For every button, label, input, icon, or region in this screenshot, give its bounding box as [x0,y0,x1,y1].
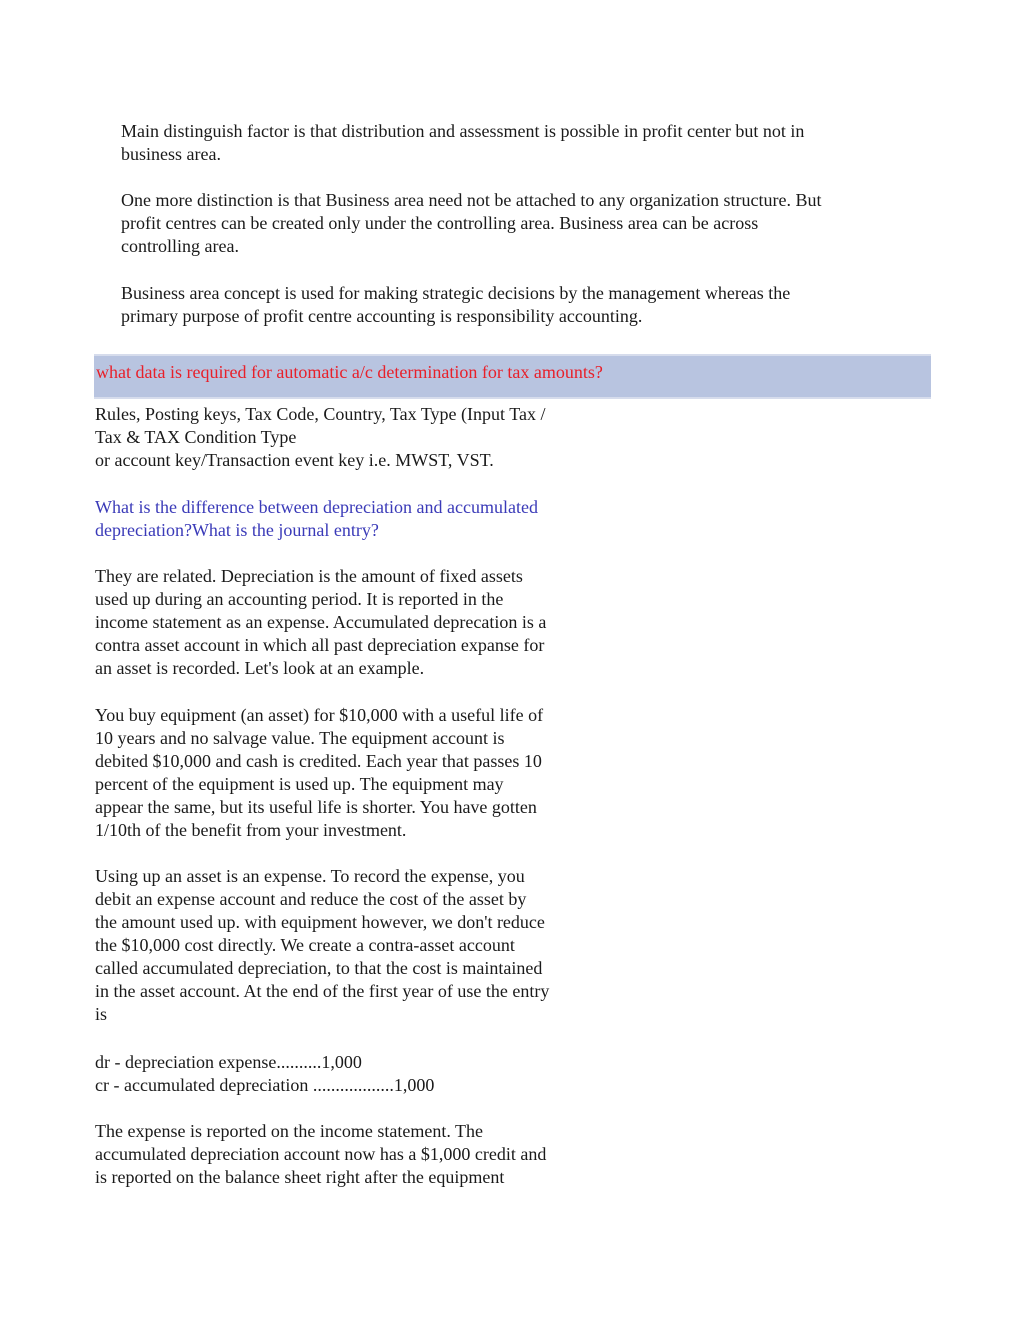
text-line: income statement as an expense. Accumulated deprecation is a [95,612,547,632]
intro-paragraph-2 [121,189,911,258]
text-line: depreciation?What is the journal entry? [95,520,379,540]
text-line: or account key/Transaction event key i.e. MWST, VST. [95,450,494,470]
text-line: controlling area. [121,236,239,256]
text-line: 10 years and no salvage value. The equipment account is [95,728,505,748]
text-line: profit centres can be created only under the controlling area. Business area can be across [121,213,759,233]
journal-entry [95,1051,610,1097]
text-line: debited $10,000 and cash is credited. Each year that passes 10 [95,751,542,771]
answer-2-paragraph-4 [95,1120,610,1189]
text-line: You buy equipment (an asset) for $10,000 with a useful life of [95,705,544,725]
text-line: the amount used up. with equipment however, we don't reduce [95,912,545,932]
text-line: used up during an accounting period. It is reported in the [95,589,504,609]
text-line: in the asset account. At the end of the first year of use the entry [95,981,550,1001]
text-line: They are related. Depreciation is the amount of fixed assets [95,566,523,586]
text-line: One more distinction is that Business area need not be attached to any organization structure. But [121,190,822,210]
text-line: business area. [121,144,221,164]
text-line: What is the difference between depreciation and accumulated [95,497,538,517]
answer-2-paragraph-2 [95,704,610,842]
journal-credit-line: cr - accumulated depreciation ..................1,000 [95,1075,435,1095]
journal-debit-line: dr - depreciation expense..........1,000 [95,1052,362,1072]
question-1-heading: what data is required for automatic a/c determination for tax amounts? [96,362,603,382]
text-line: 1/10th of the benefit from your investment. [95,820,407,840]
text-line: Tax & TAX Condition Type [95,427,297,447]
text-line: is reported on the balance sheet right after the equipment [95,1167,505,1187]
text-line: Business area concept is used for making strategic decisions by the management whereas the [121,283,791,303]
intro-paragraph-1 [121,120,911,166]
text-line: percent of the equipment is used up. The equipment may [95,774,504,794]
text-line: Rules, Posting keys, Tax Code, Country, Tax Type (Input Tax / [95,404,546,424]
text-line: an asset is recorded. Let's look at an example. [95,658,425,678]
text-line: Using up an asset is an expense. To record the expense, you [95,866,525,886]
text-line: the $10,000 cost directly. We create a contra-asset account [95,935,515,955]
intro-paragraph-3 [121,282,911,328]
question-2-heading [95,496,610,542]
text-line: appear the same, but its useful life is shorter. You have gotten [95,797,537,817]
text-line: Main distinguish factor is that distribution and assessment is possible in profit center but not in [121,121,805,141]
text-line: called accumulated depreciation, to that the cost is maintained [95,958,543,978]
answer-2-paragraph-3 [95,865,610,1026]
text-line: primary purpose of profit centre accounting is responsibility accounting. [121,306,643,326]
question-highlight-bar [94,354,931,399]
text-line: debit an expense account and reduce the cost of the asset by [95,889,527,909]
text-line: is [95,1004,108,1024]
text-line: accumulated depreciation account now has a $1,000 credit and [95,1144,547,1164]
text-line: contra asset account in which all past depreciation expanse for [95,635,545,655]
text-line: The expense is reported on the income statement. The [95,1121,484,1141]
answer-1 [95,403,610,472]
answer-2-paragraph-1 [95,565,610,680]
